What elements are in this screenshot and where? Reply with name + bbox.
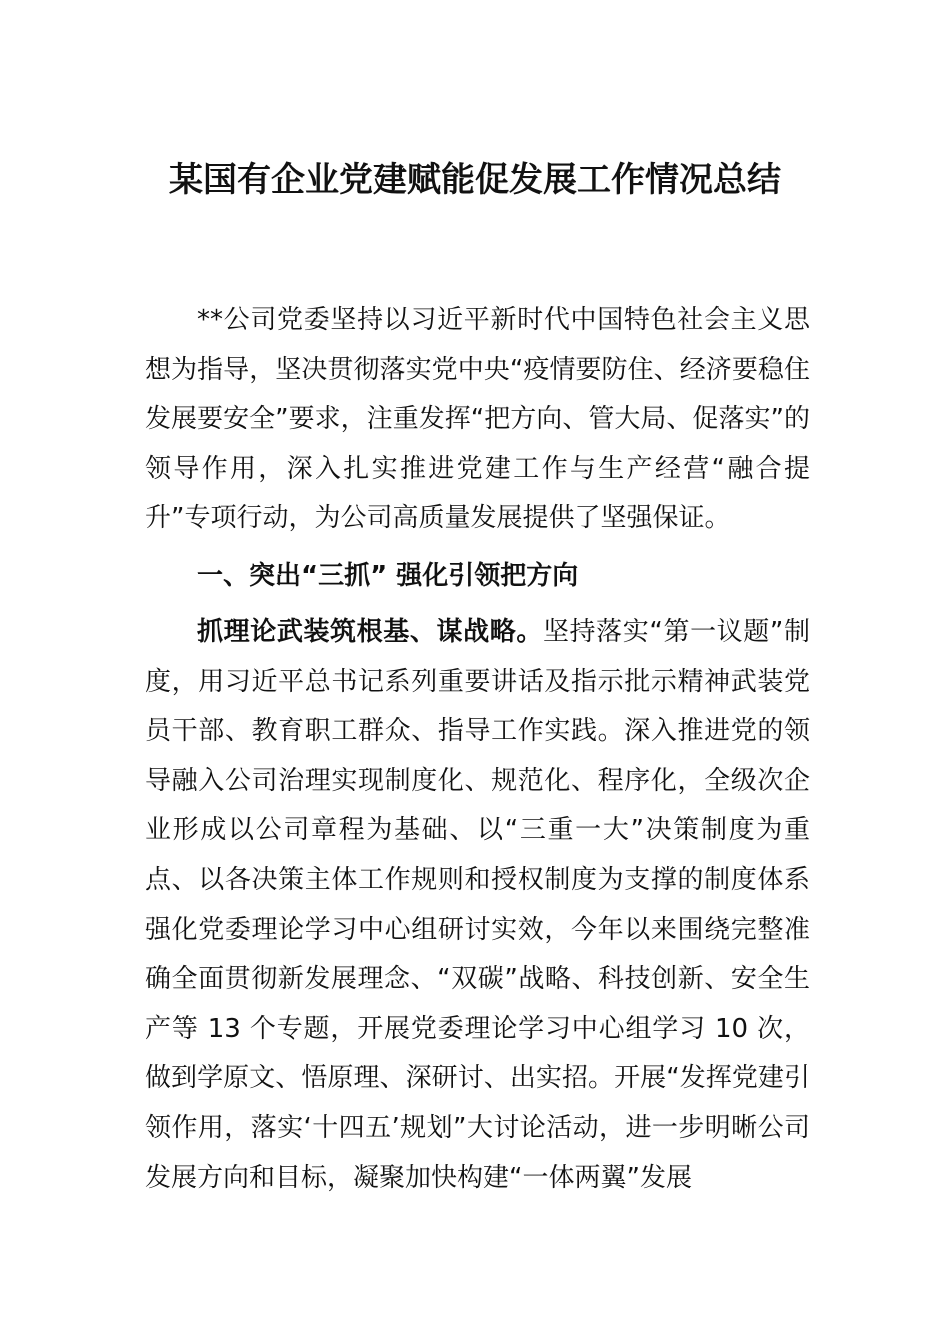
paragraph-lead: 抓理论武装筑根基、谋战略。 xyxy=(197,617,543,647)
document-title: 某国有企业党建赋能促发展工作情况总结 xyxy=(169,160,781,200)
paragraph-body: 坚持落实“第一议题”制度，用习近平总书记系列重要讲话及指示批示精神武装党员干部、教育职工群众、指导工作实践。深入推进党的领导融入公司治理实现制度化、规范化、程序化，全级次企业形成以公司章程为基础、以“三重一大”决策制度为重点、以各决策主体工作规则和授权制度为支撑的制度体系强化党委理论学习中心组研讨实效，今年以来围绕完整准确全面贯彻新发展理念、“双碳”战略、科技创新、安全生产等 13 个专题，开展党委理论学习中心组学习 10 次，做到学原文、悟原理、深研讨、出实招。开展“发挥党建引领作用，落实‘十四五’规划”大讨论活动，进一步明晰公司发展方向和目标，凝聚加快构建“一体两翼”发展 xyxy=(145,617,810,1193)
paragraph-theory xyxy=(145,608,810,1200)
section-heading-1: 一、突出“三抓” 强化引领把方向 xyxy=(197,561,579,591)
paragraph-intro: **公司党委坚持以习近平新时代中国特色社会主义思想为指导，坚决贯彻落实党中央“疫情要防住、经济要稳住发展要安全”要求，注重发挥“把方向、管大局、促落实”的领导作用，深入扎实推进党建工作与生产经营“融合提升”专项行动，为公司高质量发展提供了坚强保证。 xyxy=(145,305,810,534)
